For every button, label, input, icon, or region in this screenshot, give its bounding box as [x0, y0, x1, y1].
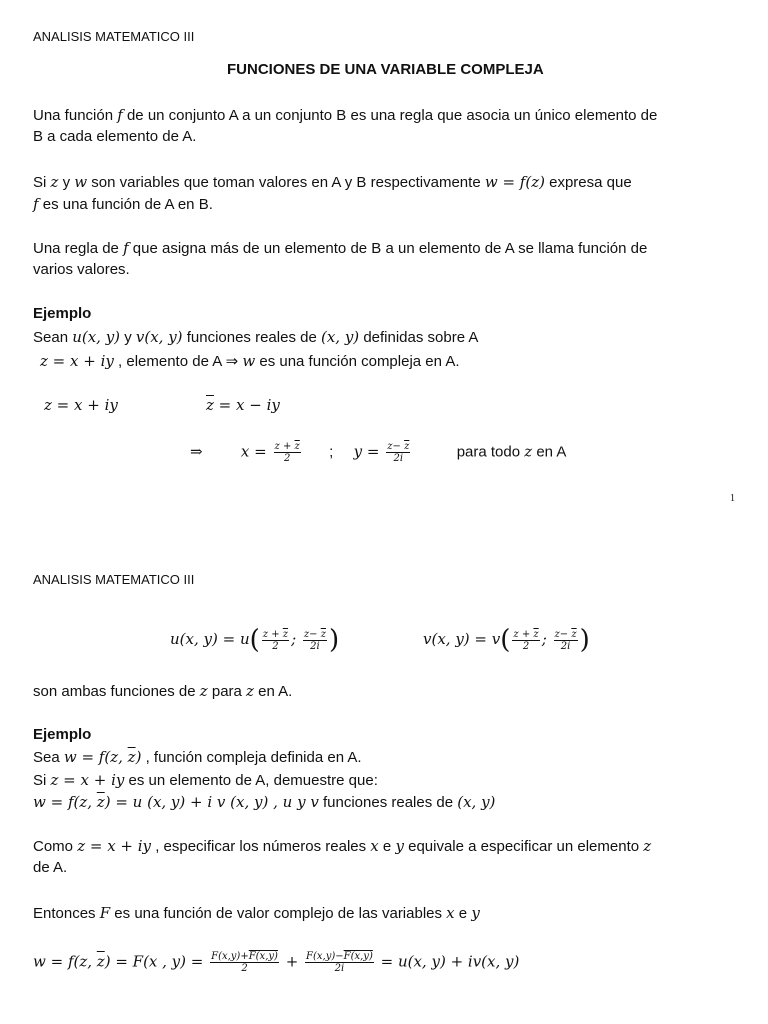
- u-substitution-formula: u(x, y) = u( $\frac{z + \overline{z}}{2}$ ; $\frac{z- \overline{z}}{2i}$ ): [170, 625, 340, 655]
- example-line3: w = f(z, $\overline{z}) = u$ (x, y) + i v (x, y) , u y v funciones reales de (x, y): [33, 793, 496, 811]
- paragraph-variables-line1: Si z y w son variables que toman valores en A y B respectivamente w = f(z) expresa que: [33, 173, 632, 191]
- final-decomposition-formula: w = f(z, $\overline{z}) = F(x$ , y) = $\frac{F(x,y)+F(x,y)}{2}$ + $\frac{F(x,y)-F(x,y)}{2i}$ = u(x, y) + iv(x, y): [33, 951, 520, 974]
- xy-from-z-formula: ⇒ x = $\frac{z + \overline{z}}{2}$ ; y = $\frac{z- \overline{z}}{2i}$ para todo z en A: [190, 441, 567, 464]
- paragraph-entonces: Entonces F es una función de valor complejo de las variables x e y: [33, 904, 480, 922]
- paragraph-multivalued-line1: Una regla de f que asigna más de un elemento de B a un elemento de A se llama función de: [33, 239, 648, 257]
- example-line1: Sean u(x, y) y v(x, y) funciones reales de (x, y) definidas sobre A: [33, 328, 479, 346]
- example-heading: Ejemplo: [33, 726, 92, 743]
- page-title: FUNCIONES DE UNA VARIABLE COMPLEJA: [227, 61, 544, 78]
- example-line1: Sea w = f(z, $\overline{z}$) , función compleja definida en A.: [33, 748, 362, 766]
- paragraph-como-line2: de A.: [33, 859, 68, 876]
- paragraph-como-line1: Como z = x + iy , especificar los números reales x e y equivale a especificar un elemento z: [33, 837, 652, 855]
- example-line2: Si z = x + iy es un elemento de A, demuestre que:: [33, 771, 378, 789]
- example-heading: Ejemplo: [33, 305, 92, 322]
- paragraph-both-functions: son ambas funciones de z para z en A.: [33, 682, 293, 700]
- paragraph-definition-line2: B a cada elemento de A.: [33, 128, 197, 145]
- paragraph-definition-line1: Una función f de un conjunto A a un conjunto B es una regla que asocia un único elemento de: [33, 106, 658, 124]
- paragraph-multivalued-line2: varios valores.: [33, 261, 130, 278]
- page-header: ANALISIS MATEMATICO III: [33, 29, 195, 44]
- paragraph-variables-line2: f es una función de A en B.: [33, 195, 213, 213]
- v-substitution-formula: v(x, y) = v( $\frac{z + \overline{z}}{2}$ ; $\frac{z- \overline{z}}{2i}$ ): [423, 625, 590, 655]
- example-line2: z = x + iy , elemento de A ⇒ w es una función compleja en A.: [40, 352, 460, 370]
- z-conjugate-definition: $\overline{z} = x$ − iy: [206, 396, 280, 414]
- page-number: 1: [730, 493, 735, 504]
- z-definition: z = x + iy: [44, 396, 118, 414]
- page-header: ANALISIS MATEMATICO III: [33, 572, 195, 587]
